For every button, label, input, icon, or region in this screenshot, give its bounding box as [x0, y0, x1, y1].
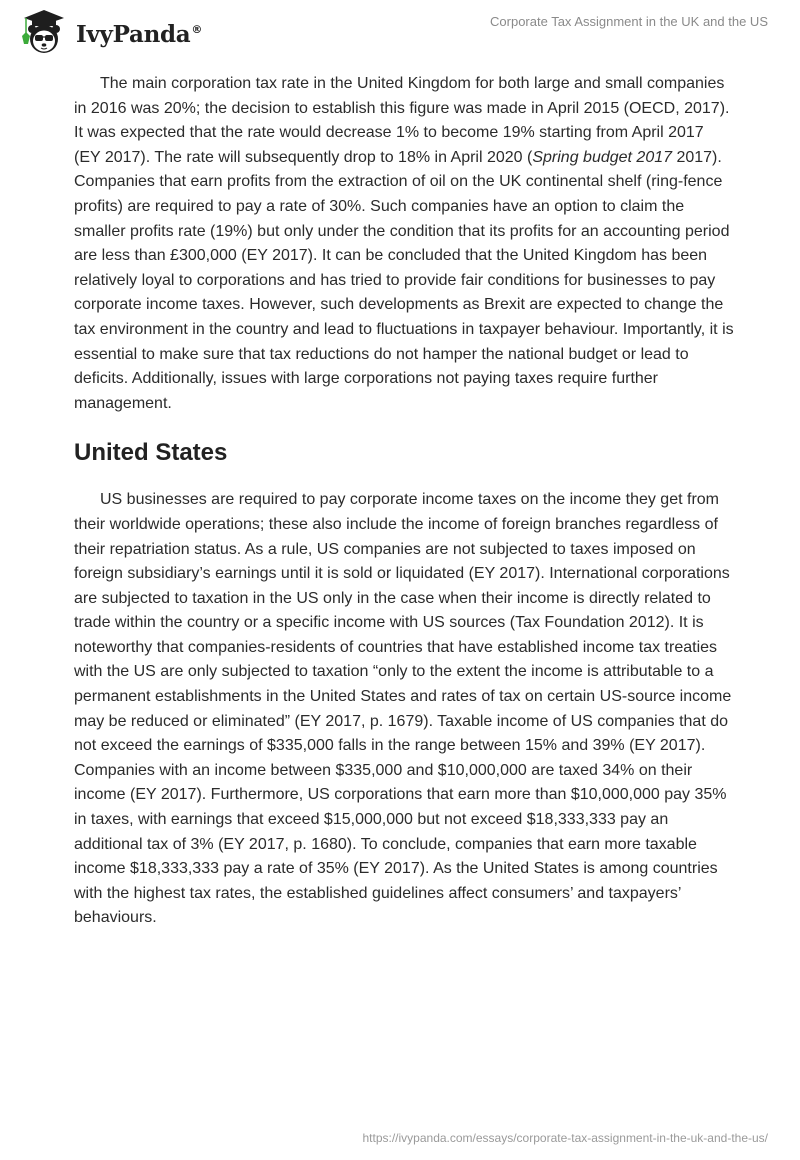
us-paragraph: US businesses are required to pay corporate income taxes on the income they get from their worldwide operations; these also include the income of foreign branches regardless of their repatriation status. As a rule, US companies are not subjected to taxes imposed on foreign subsidiary’s earnings until it is sold or liquidated (EY 2017). International corporations are subjected to taxation in the US only in the case when their income is directly related to trade within the country or a specific income with US sources (Tax Foundation 2012). It is noteworthy that companies-residents of countries that have established income tax treaties with the US are only subjected to taxation “only to the extent the income is attributable to a permanent establishments in the United States and rates of tax on certain US-source income may be reduced or eliminated” (EY 2017, p. 1679). Taxable income of US companies that do not exceed the earnings of $335,000 falls in the range between 15% and 39% (EY 2017). Companies with an income between $335,000 and $10,000,000 are taxed 34% on their income (EY 2017). Furthermore, US corporations that earn more than $10,000,000 pay 35% in taxes, with earnings that exceed $15,000,000 but not exceed $18,333,333 pay an additional tax of 3% (EY 2017, p. 1680). To conclude, companies that earn more taxable income $18,333,333 pay a rate of 35% (EY 2017). As the United States is among countries with the highest tax rates, the established guidelines affect consumers’ and taxpayers’ behaviours.: [74, 491, 732, 927]
italic-citation: Spring budget 2017: [532, 148, 673, 166]
document-title: Corporate Tax Assignment in the UK and the US: [490, 14, 768, 29]
page-header: [0, 0, 800, 56]
uk-paragraph: The main corporation tax rate in the United Kingdom for both large and small companies in 2016 was 20%; the decision to establish this figure was made in April 2015 (OECD, 2017). It was expected that the rate would decrease 1% to become 19% starting from April 2017 (EY 2017). The rate will subsequently drop to 18% in April 2020 (Spring budget 2017 2017). Companies that earn profits from the extraction of oil on the UK continental shelf (ring-fence profits) are required to pay a rate of 30%. Such companies have an option to claim the smaller profits rate (19%) but only under the condition that its profits for an accounting period are less than £300,000 (EY 2017). It can be concluded that the United Kingdom has been relatively loyal to corporations and has tried to provide fair conditions for businesses to pay corporate income taxes. However, such developments as Brexit are expected to change the tax environment in the country and lead to fluctuations in taxpayer behaviour. Importantly, it is essential to make sure that tax reductions do not hamper the national budget or lead to deficits. Additionally, issues with large corporations not paying taxes require further management.: [74, 75, 734, 412]
ivypanda-logo[interactable]: [16, 6, 202, 56]
logo-wordmark: IvyPanda®: [76, 20, 203, 48]
panda-graduate-icon: [16, 6, 70, 56]
section-heading-united-states: United States: [74, 439, 228, 467]
source-url[interactable]: https://ivypanda.com/essays/corporate-tax-assignment-in-the-uk-and-the-us/: [362, 1131, 768, 1145]
essay-content: [74, 72, 734, 931]
registered-mark: ®: [191, 22, 203, 36]
